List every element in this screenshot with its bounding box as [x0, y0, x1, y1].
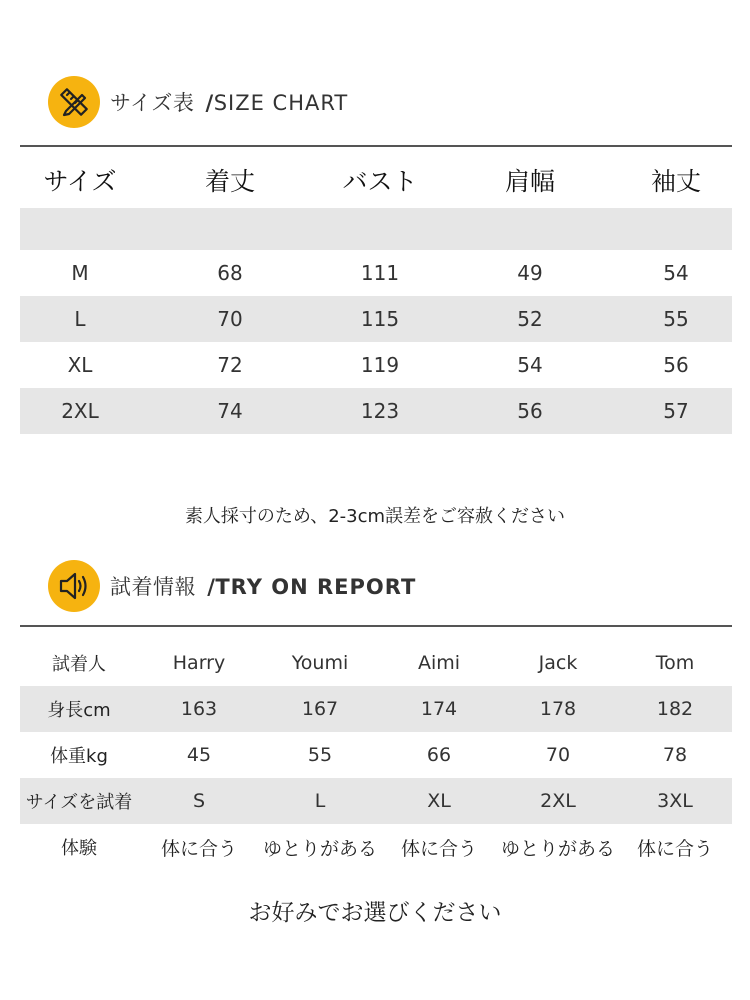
- row-label-tester: 試着人: [52, 654, 106, 675]
- height-cell: 182: [656, 698, 694, 720]
- tester-name: Tom: [655, 652, 695, 674]
- size-chart-divider: [20, 145, 732, 147]
- height-cell: 163: [180, 698, 218, 720]
- length-cell: 70: [217, 307, 243, 331]
- size-cell: L: [74, 307, 86, 331]
- fit-cell: 体に合う: [636, 837, 713, 860]
- tester-name: Jack: [538, 652, 578, 674]
- row-label-tried-size: サイズを試着: [25, 792, 133, 813]
- tried-size-cell: 2XL: [540, 790, 576, 812]
- height-cell: 178: [539, 698, 577, 720]
- size-cell: 2XL: [61, 399, 99, 423]
- size-cell: XL: [67, 353, 93, 377]
- sleeve-cell: 55: [663, 307, 689, 331]
- table-row: [20, 824, 732, 870]
- bust-cell: 119: [360, 353, 400, 377]
- weight-cell: 66: [426, 744, 452, 766]
- weight-cell: 78: [662, 744, 688, 766]
- closing-note: お好みでお選びください: [248, 900, 502, 926]
- tester-name: Harry: [172, 652, 226, 674]
- shoulder-cell: 52: [517, 307, 543, 331]
- length-cell: 68: [217, 261, 243, 285]
- speaker-icon: [48, 560, 100, 612]
- table-row: [20, 732, 732, 778]
- size-table-spacer: [20, 208, 732, 250]
- try-on-title-separator: /: [207, 575, 216, 599]
- bust-cell: 123: [360, 399, 400, 423]
- header-length: 着丈: [204, 167, 255, 196]
- table-row: [20, 686, 732, 732]
- length-cell: 74: [217, 399, 243, 423]
- shoulder-cell: 54: [517, 353, 543, 377]
- row-label-experience: 体験: [61, 838, 97, 859]
- bust-cell: 115: [360, 307, 400, 331]
- row-label-weight: 体重kg: [50, 746, 108, 767]
- table-row: [20, 250, 732, 296]
- size-chart-title-en: SIZE CHART: [213, 91, 349, 115]
- size-cell: M: [71, 261, 89, 285]
- try-on-title-jp: 試着情報: [110, 575, 196, 599]
- height-cell: 174: [420, 698, 458, 720]
- row-label-height: 身長cm: [47, 700, 111, 721]
- try-on-table: [20, 640, 732, 870]
- length-cell: 72: [217, 353, 243, 377]
- measurement-note: 素人採寸のため、2-3cm誤差をご容赦ください: [184, 506, 566, 527]
- sleeve-cell: 57: [663, 399, 689, 423]
- fit-cell: ゆとりがある: [500, 837, 615, 860]
- header-sleeve: 袖丈: [650, 167, 701, 196]
- table-row: [20, 640, 732, 686]
- tried-size-cell: S: [192, 790, 206, 812]
- table-row: [20, 388, 732, 434]
- height-cell: 167: [301, 698, 339, 720]
- fit-cell: 体に合う: [400, 837, 477, 860]
- weight-cell: 55: [307, 744, 333, 766]
- weight-cell: 70: [545, 744, 571, 766]
- size-table: [20, 152, 732, 434]
- weight-cell: 45: [186, 744, 212, 766]
- sleeve-cell: 54: [663, 261, 689, 285]
- size-chart-title-jp: サイズ表: [110, 91, 195, 115]
- shoulder-cell: 56: [517, 399, 543, 423]
- ruler-pencil-icon: [48, 76, 100, 128]
- header-bust: バスト: [342, 167, 418, 196]
- shoulder-cell: 49: [517, 261, 543, 285]
- table-row: [20, 342, 732, 388]
- tried-size-cell: XL: [427, 790, 451, 812]
- size-chart-heading: [48, 76, 348, 128]
- bust-cell: 111: [360, 261, 400, 285]
- size-chart-title-separator: /: [205, 91, 214, 115]
- size-table-header-row: [20, 152, 732, 208]
- tried-size-cell: 3XL: [657, 790, 693, 812]
- tester-name: Youmi: [291, 652, 349, 674]
- table-row: [20, 296, 732, 342]
- table-row: [20, 778, 732, 824]
- try-on-title: [110, 571, 416, 601]
- tried-size-cell: L: [314, 790, 326, 812]
- header-shoulder: 肩幅: [504, 167, 555, 196]
- sleeve-cell: 56: [663, 353, 689, 377]
- header-size: サイズ: [43, 167, 117, 196]
- fit-cell: 体に合う: [160, 837, 237, 860]
- size-chart-title: [110, 87, 348, 117]
- try-on-heading: [48, 560, 416, 612]
- fit-cell: ゆとりがある: [262, 837, 377, 860]
- try-on-divider: [20, 625, 732, 627]
- tester-name: Aimi: [417, 652, 461, 674]
- try-on-title-en: TRY ON REPORT: [215, 575, 417, 599]
